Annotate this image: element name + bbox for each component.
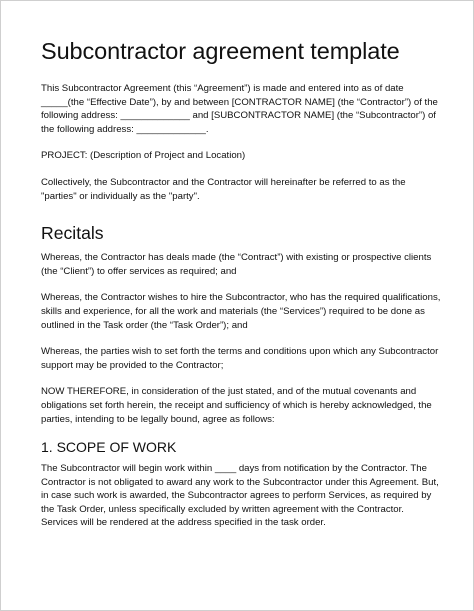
recital-paragraph-contract: Whereas, the Contractor has deals made (the “Contract”) with existing or prospective clients (the “Client”) to offer services as required; and <box>41 252 432 277</box>
document-title: Subcontractor agreement template <box>41 38 400 64</box>
recital-paragraph-now-therefore: NOW THEREFORE, in consideration of the just stated, and of the mutual covenants and obligations set forth herein, the receipt and sufficiency of which is hereby acknowledged, the parties, intending to be legally bound, agree as follows: <box>41 386 432 425</box>
parties-paragraph: Collectively, the Subcontractor and the Contractor will hereinafter be referred to as the "parties" or individually as the "party". <box>41 176 406 202</box>
scope-of-work-paragraph: The Subcontractor will begin work within ____ days from notification by the Contractor. The Contractor is not obligated to award any work to the Subcontractor under this Agreement. But, in case such work is awarded, the Subcontractor agrees to perform Services, as required by the Task Order, unless specifically excluded by written agreement with the Contractor. Services will be rendered at the address specified in the task order. <box>41 463 439 529</box>
document-content <box>41 37 441 530</box>
intro-paragraph: This Subcontractor Agreement (this “Agreement”) is made and entered into as of date _____(the “Effective Date”), by and between [CONTRACTOR NAME] (the “Contractor”) of the following address: _____________ and [SUBCONTRACTOR NAME] (the “Subcontractor”) of the following address: _____________. <box>41 83 438 135</box>
scope-of-work-heading: 1. SCOPE OF WORK <box>41 439 177 456</box>
recitals-heading: Recitals <box>41 223 104 244</box>
recital-paragraph-services: Whereas, the Contractor wishes to hire the Subcontractor, who has the required qualifications, skills and experience, for all the work and materials (the “Services”) required to be done as outlined in the Task order (the “Task Order”); and <box>41 292 441 331</box>
project-line: PROJECT: (Description of Project and Location) <box>41 150 246 162</box>
recital-paragraph-terms: Whereas, the parties wish to set forth the terms and conditions upon which any Subcontractor support may be provided to the Contractor; <box>41 346 439 371</box>
